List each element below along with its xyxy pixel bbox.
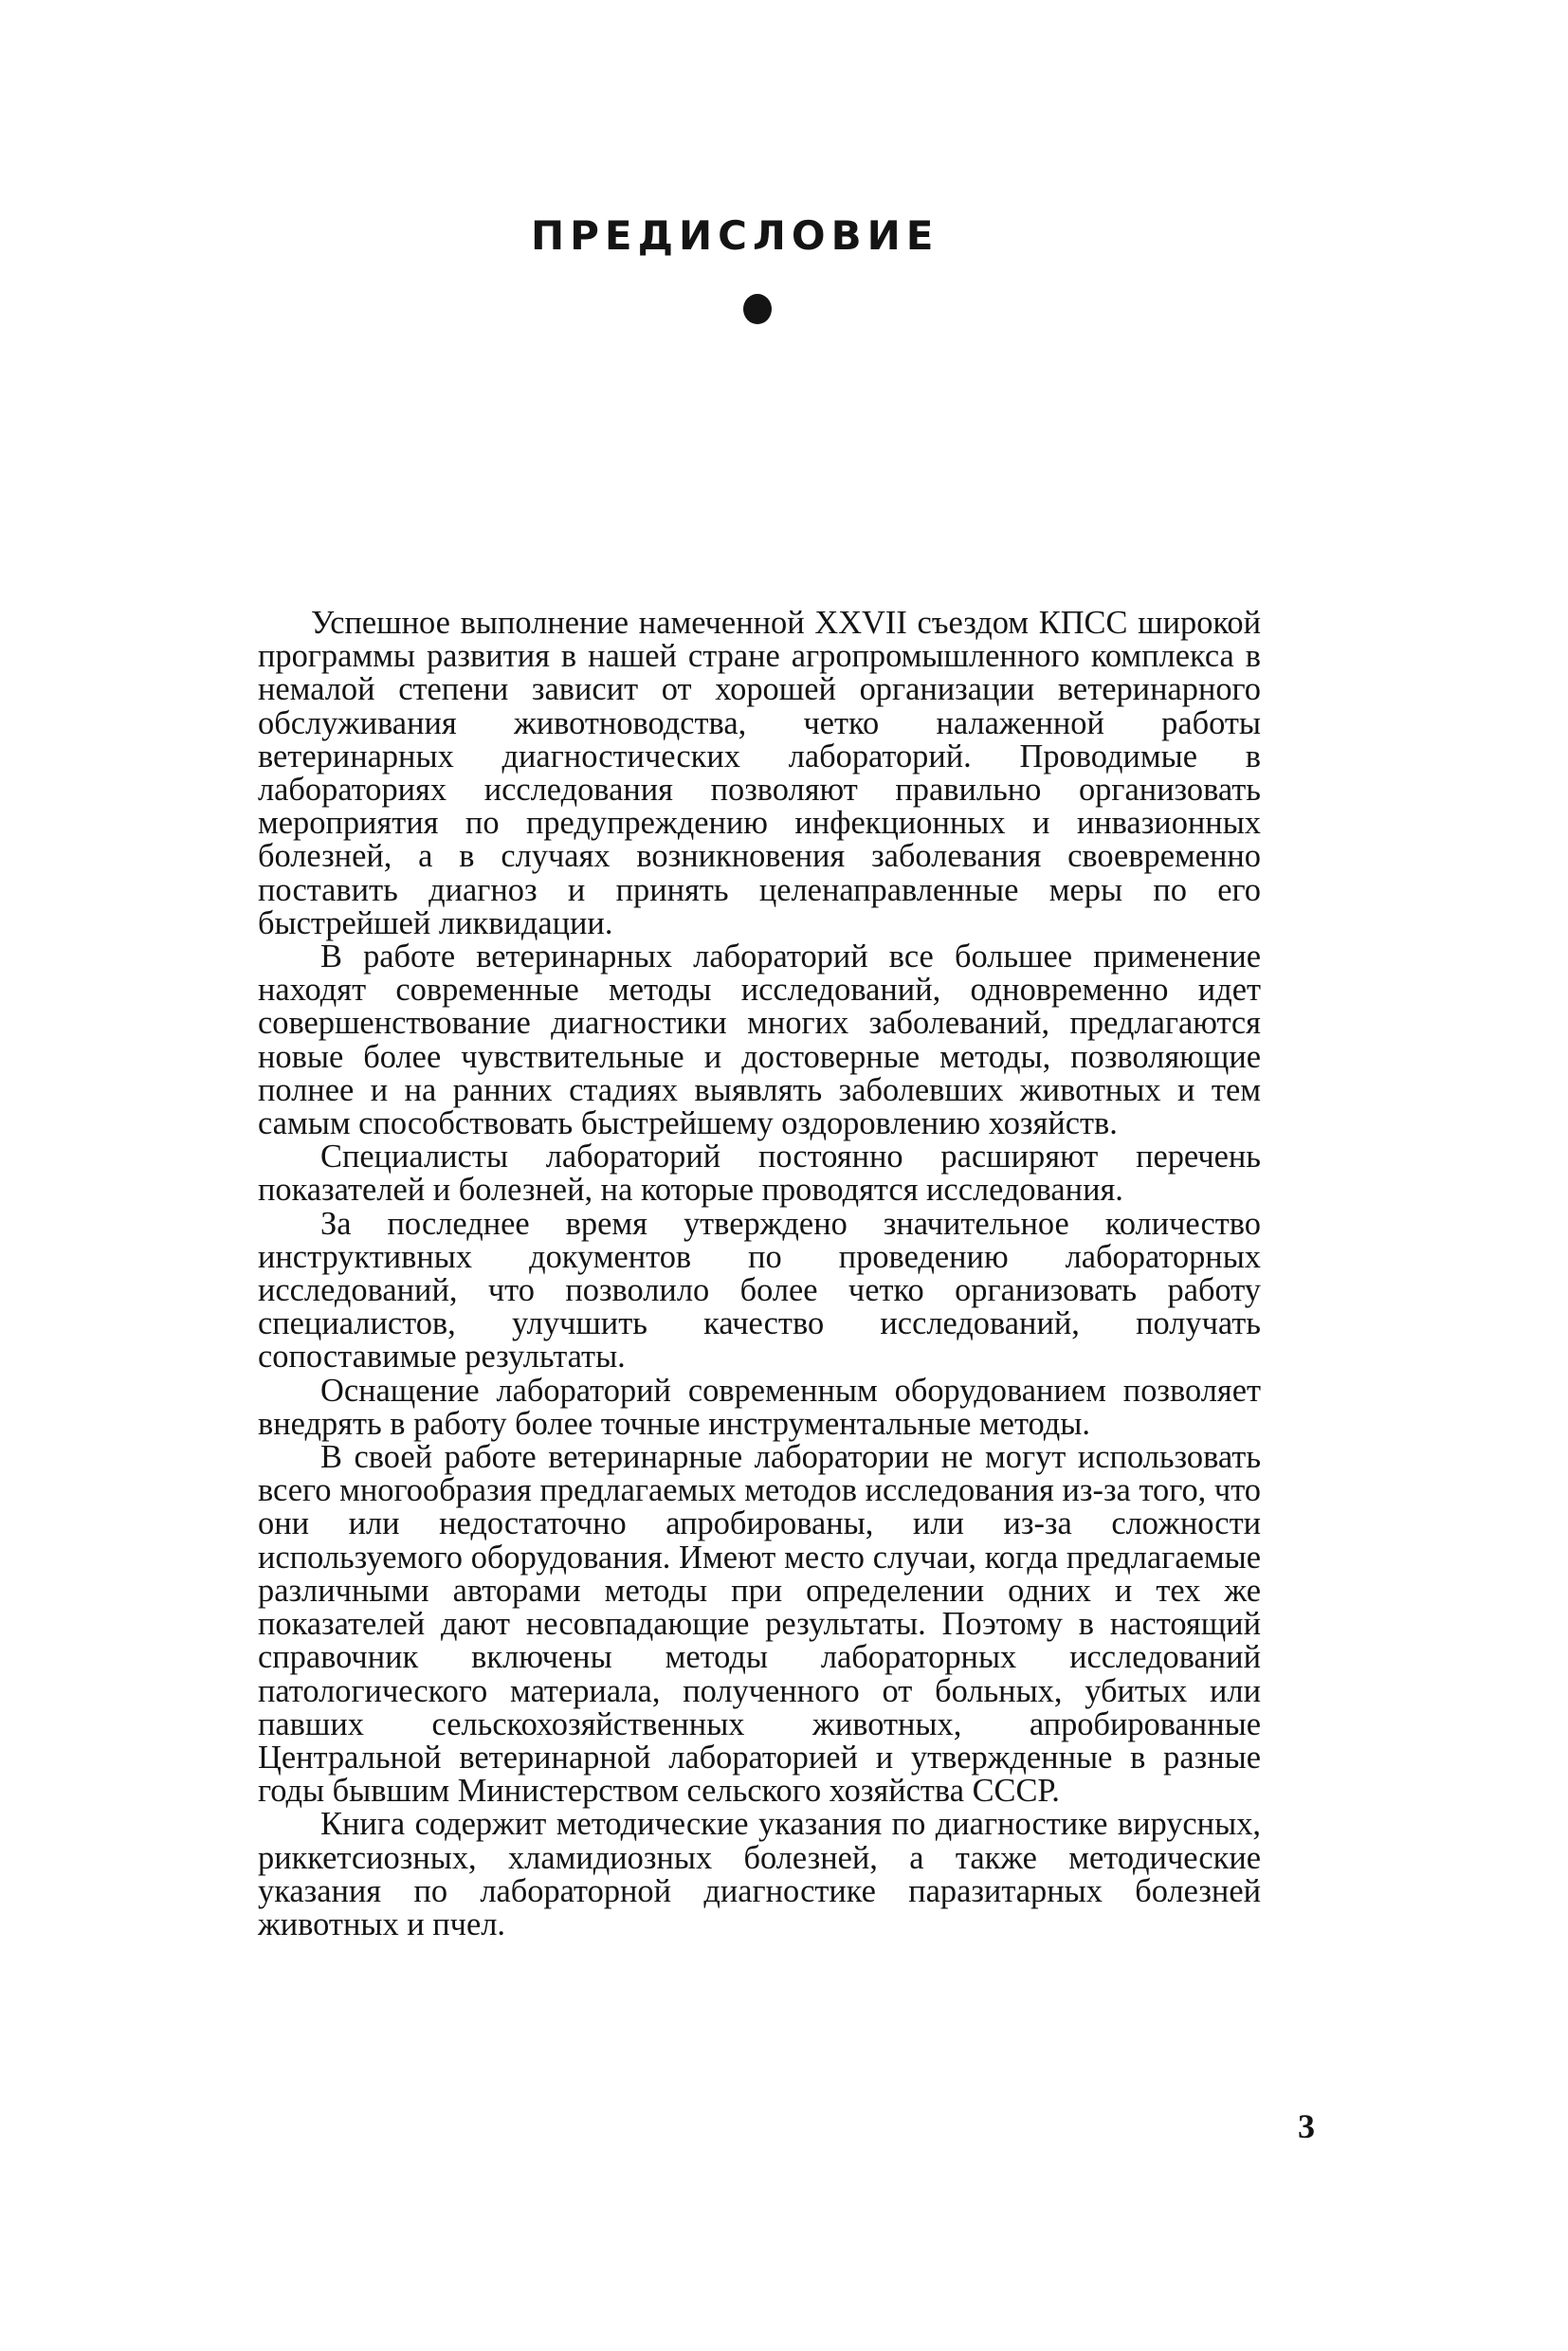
paragraph: Книга содержит методические указания по диагностике вирусных, риккетсиозных, хламидиозных болезней, а также методические указания по лабораторной диагностике паразитарных болезней животных и пчел.: [258, 1806, 1261, 1942]
paragraph: За последнее время утверждено значительное количество инструктивных документов по проведению лабораторных исследований, что позволило более четко организовать работу специалистов, улучшить качество исследований, получать сопоставимые результаты.: [258, 1205, 1261, 1376]
paragraph: Оснащение лабораторий современным оборудованием позволяет внедрять в работу более точные инструментальные методы.: [258, 1372, 1261, 1442]
ornament-bullet: [743, 294, 772, 324]
paragraph: В работе ветеринарных лабораторий все большее применение находят современные методы исследований, одновременно идет совершенствование диагностики многих заболеваний, предлагаются новые более чувствительные и достоверные методы, позволяющие полнее и на ранних стадиях выявлять заболевших животных и тем самым способствовать быстрейшему оздоровлению хозяйств.: [258, 939, 1261, 1142]
page-number: 3: [1298, 2107, 1315, 2145]
paragraph: Специалисты лабораторий постоянно расширяют перечень показателей и болезней, на которые проводятся исследования.: [258, 1139, 1261, 1209]
paragraph: В своей работе ветеринарные лаборатории не могут использовать всего многообразия предлагаемых методов исследования из-за того, что они или недостаточно апробированы, или из-за сложности используемого оборудования. Имеют место случаи, когда предлагаемые различными авторами методы при определении одних и тех же показателей дают несовпадающие результаты. Поэтому в настоящий справочник включены методы лабораторных исследований патологического материала, полученного от больных, убитых или павших сельскохозяйственных животных, апробированные Центральной ветеринарной лабораторией и утвержденные в разные годы бывшим Министерством сельского хозяйства СССР.: [258, 1439, 1261, 1810]
page-title: ПРЕДИСЛОВИЕ: [531, 212, 939, 259]
body-text: [258, 607, 1261, 1941]
paragraph: Успешное выполнение намеченной XXVII съездом КПСС широкой программы развития в нашей стране агропромышленного комплекса в немалой степени зависит от хорошей организации ветеринарного обслуживания животноводства, четко налаженной работы ветеринарных диагностических лабораторий. Проводимые в лабораториях исследования позволяют правильно организовать мероприятия по предупреждению инфекционных и инвазионных болезней, а в случаях возникновения заболевания своевременно поставить диагноз и принять целенаправленные меры по его быстрейшей ликвидации.: [258, 605, 1261, 941]
